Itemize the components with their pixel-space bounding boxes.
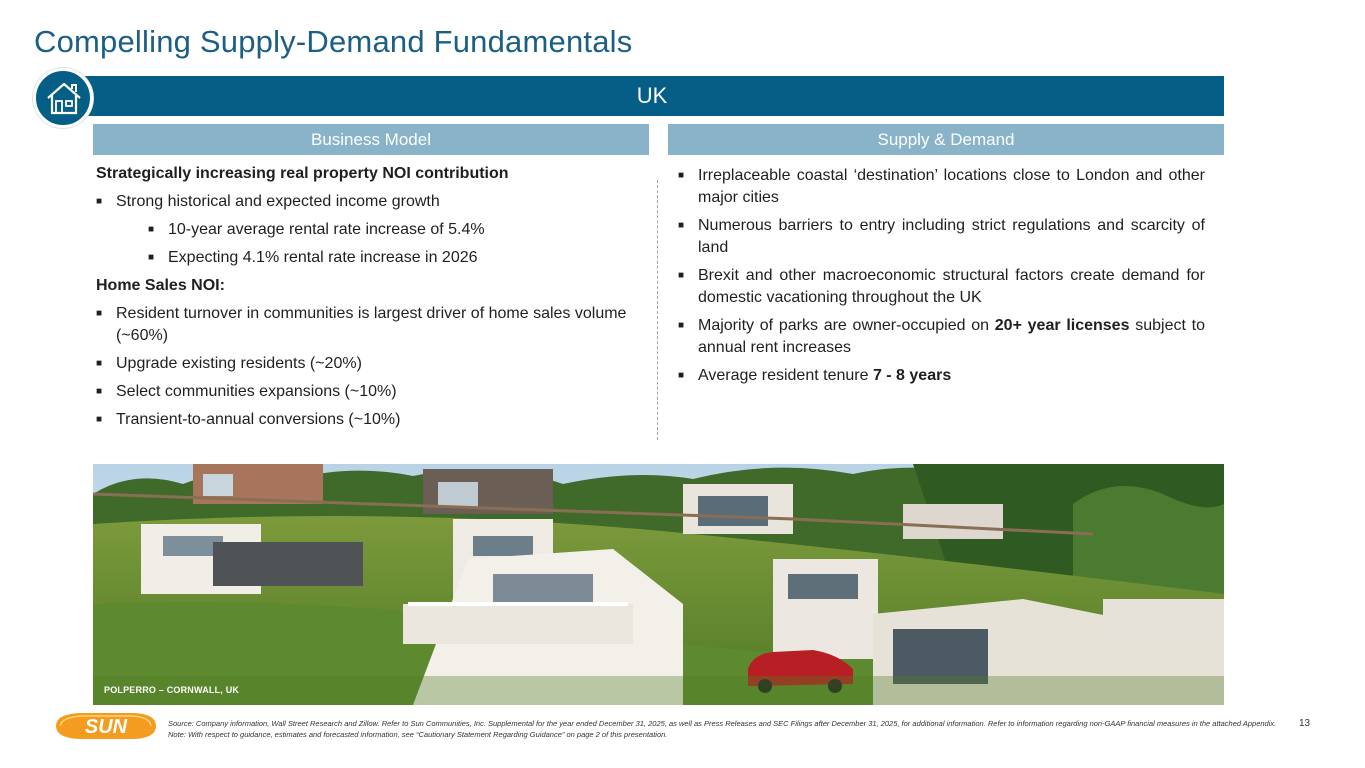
noi-heading: Strategically increasing real property NOI contribution bbox=[96, 165, 509, 182]
page-number: 13 bbox=[1299, 718, 1311, 729]
list-item: ■ Expecting 4.1% rental rate increase in 2026 bbox=[148, 249, 478, 266]
park-photo bbox=[93, 464, 1224, 705]
business-model-header: Business Model bbox=[93, 124, 649, 155]
home-badge bbox=[33, 68, 93, 128]
list-item: ■ Average resident tenure 7 - 8 years bbox=[678, 367, 952, 384]
list-item: ■ 10-year average rental rate increase of 5.4% bbox=[148, 221, 485, 238]
list-item: ■ Select communities expansions (~10%) bbox=[96, 383, 397, 400]
list-item: ■ Resident turnover in communities is largest driver of home sales volume (~60%) bbox=[96, 305, 627, 344]
photo-caption: POLPERRO – CORNWALL, UK bbox=[104, 685, 240, 695]
svg-text:SUN: SUN bbox=[84, 716, 128, 738]
footnote: Source: Company information, Wall Street Research and Zillow. Refer to Sun Communities, Inc. Supplemental for the year ended December 31, 2025, as well as Press Releases and SEC Filings after December 31, 2025, for additional information. Refer to information regarding non-GAAP financial measures in the attached Appendix. Note: With respect to guidance, estimates and forecasted information, see “Cautionary Statement Regarding Guidance” on page 2 of this presentation. bbox=[168, 719, 1277, 739]
list-item: ■ Brexit and other macroeconomic structural factors create demand for domestic vacationing throughout the UK bbox=[678, 267, 1205, 306]
page-title: Compelling Supply-Demand Fundamentals bbox=[34, 24, 633, 59]
list-item: ■ Strong historical and expected income growth bbox=[96, 193, 440, 210]
home-sales-heading: Home Sales NOI: bbox=[96, 277, 225, 294]
supply-demand-header: Supply & Demand bbox=[668, 124, 1224, 155]
list-item: ■ Irreplaceable coastal ‘destination’ locations close to London and other major cities bbox=[678, 167, 1205, 206]
supply-demand-column bbox=[678, 165, 1205, 393]
list-item: ■ Upgrade existing residents (~20%) bbox=[96, 355, 362, 372]
sun-logo bbox=[50, 710, 162, 742]
list-item: ■ Transient-to-annual conversions (~10%) bbox=[96, 411, 401, 428]
list-item: ■ Majority of parks are owner-occupied on 20+ year licenses subject to annual rent increases bbox=[678, 317, 1205, 356]
region-band: UK bbox=[80, 76, 1224, 116]
column-divider bbox=[657, 180, 658, 440]
home-icon bbox=[45, 79, 83, 119]
list-item: ■ Numerous barriers to entry including strict regulations and scarcity of land bbox=[678, 217, 1205, 256]
business-model-column bbox=[96, 163, 636, 437]
park-illustration bbox=[93, 464, 1224, 705]
